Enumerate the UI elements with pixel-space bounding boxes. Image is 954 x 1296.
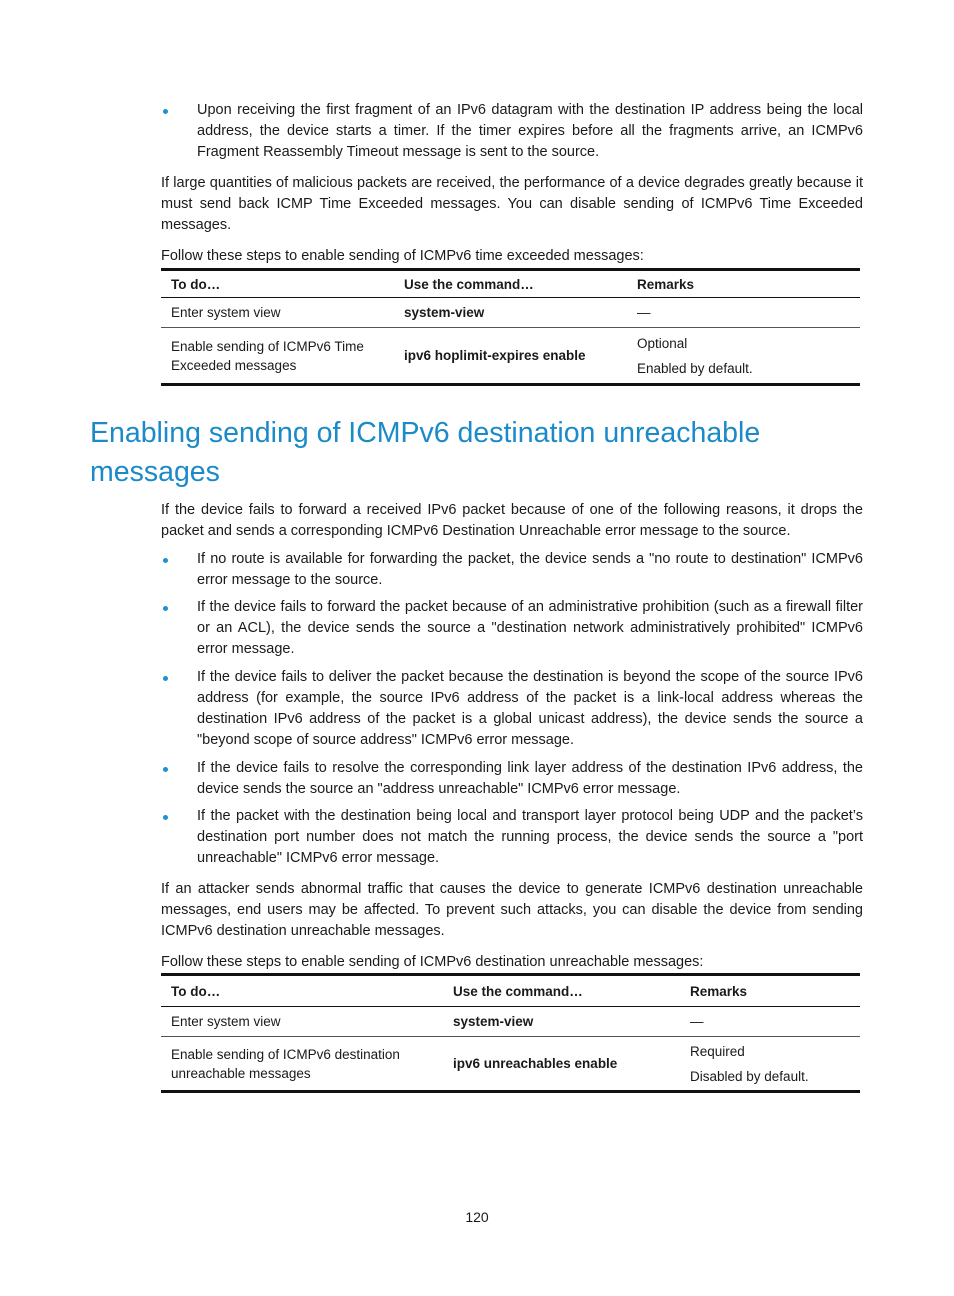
table-row [161,1007,860,1037]
bullet-icon [163,676,168,681]
list-item: If the device fails to resolve the corresponding link layer address of the destination IPv6 address, the device sends the source an "address unreachable" ICMPv6 error message. [197,760,863,797]
paragraph-steps-unreachable: Follow these steps to enable sending of ICMPv6 destination unreachable messages: [161,954,704,970]
cell-todo: Enable sending of ICMPv6 destination unreachable messages [161,1037,443,1092]
table-header-row [161,270,860,298]
intro-bullet-text: Upon receiving the first fragment of an IPv6 datagram with the destination IP address being the local address, the device starts a timer. If the timer expires before all the fragments arrive, an ICMPv6 Fragment Reassembly Timeout message is sent to the source. [197,102,863,160]
cell-todo: Enter system view [161,298,394,328]
paragraph-attacker: If an attacker sends abnormal traffic that causes the device to generate ICMPv6 destination unreachable messages, end users may be affected. To prevent such attacks, you can disable the device from sending ICMPv6 destination unreachable messages. [161,881,863,939]
header-todo: To do… [161,270,394,298]
header-command: Use the command… [443,975,680,1007]
cell-todo: Enter system view [161,1007,443,1037]
header-command: Use the command… [394,270,627,298]
header-remarks: Remarks [627,270,860,298]
cell-command: ipv6 hoplimit-expires enable [394,328,627,385]
command-table-time-exceeded [161,268,860,386]
remark-line-2: Disabled by default. [690,1068,809,1084]
list-item: If no route is available for forwarding the packet, the device sends a "no route to destination" ICMPv6 error message to the source. [197,551,863,588]
bullet-icon [163,767,168,772]
bullet-icon [163,109,168,114]
bullet-icon [163,558,168,563]
header-todo: To do… [161,975,443,1007]
cell-remarks [680,1037,860,1092]
cell-remarks: — [680,1007,860,1037]
section-title: Enabling sending of ICMPv6 destination unreachable messages [90,417,761,488]
remark-line-1: Optional [637,335,688,351]
remark-line-1: Required [690,1043,745,1059]
remark-line-2: Enabled by default. [637,360,753,376]
cell-remarks [627,328,860,385]
table-row [161,1037,860,1092]
bullet-icon [163,606,168,611]
list-item: If the device fails to forward the packet because of an administrative prohibition (such as a firewall filter or an ACL), the device sends the source a "destination network administratively prohibited" ICMPv6 error message. [197,599,863,657]
cell-command: system-view [443,1007,680,1037]
paragraph-malicious-packets: If large quantities of malicious packets are received, the performance of a device degrades greatly because it must send back ICMP Time Exceeded messages. You can disable sending of ICMPv6 Time Exceeded messages. [161,175,863,233]
list-item: If the packet with the destination being local and transport layer protocol being UDP and the packet’s destination port number does not match the running process, the device sends the source a "port unreachable" ICMPv6 error message. [197,808,863,866]
header-remarks: Remarks [680,975,860,1007]
table-header-row [161,975,860,1007]
cell-command: system-view [394,298,627,328]
list-item: If the device fails to deliver the packet because the destination is beyond the scope of the source IPv6 address (for example, the source IPv6 address of the packet is a link-local address whereas the destination IPv6 address of the packet is a global unicast address), the device sends the source a "beyond scope of source address" ICMPv6 error message. [197,669,863,748]
paragraph-steps-time-exceeded: Follow these steps to enable sending of ICMPv6 time exceeded messages: [161,248,644,264]
page-number: 120 [465,1209,489,1225]
paragraph-drop-reasons: If the device fails to forward a received IPv6 packet because of one of the following reasons, it drops the packet and sends a corresponding ICMPv6 Destination Unreachable error message to the source. [161,502,863,539]
table-row [161,328,860,385]
bullet-icon [163,815,168,820]
cell-command: ipv6 unreachables enable [443,1037,680,1092]
table-row [161,298,860,328]
cell-remarks: — [627,298,860,328]
command-table-unreachable [161,973,860,1093]
cell-todo: Enable sending of ICMPv6 Time Exceeded messages [161,328,394,385]
